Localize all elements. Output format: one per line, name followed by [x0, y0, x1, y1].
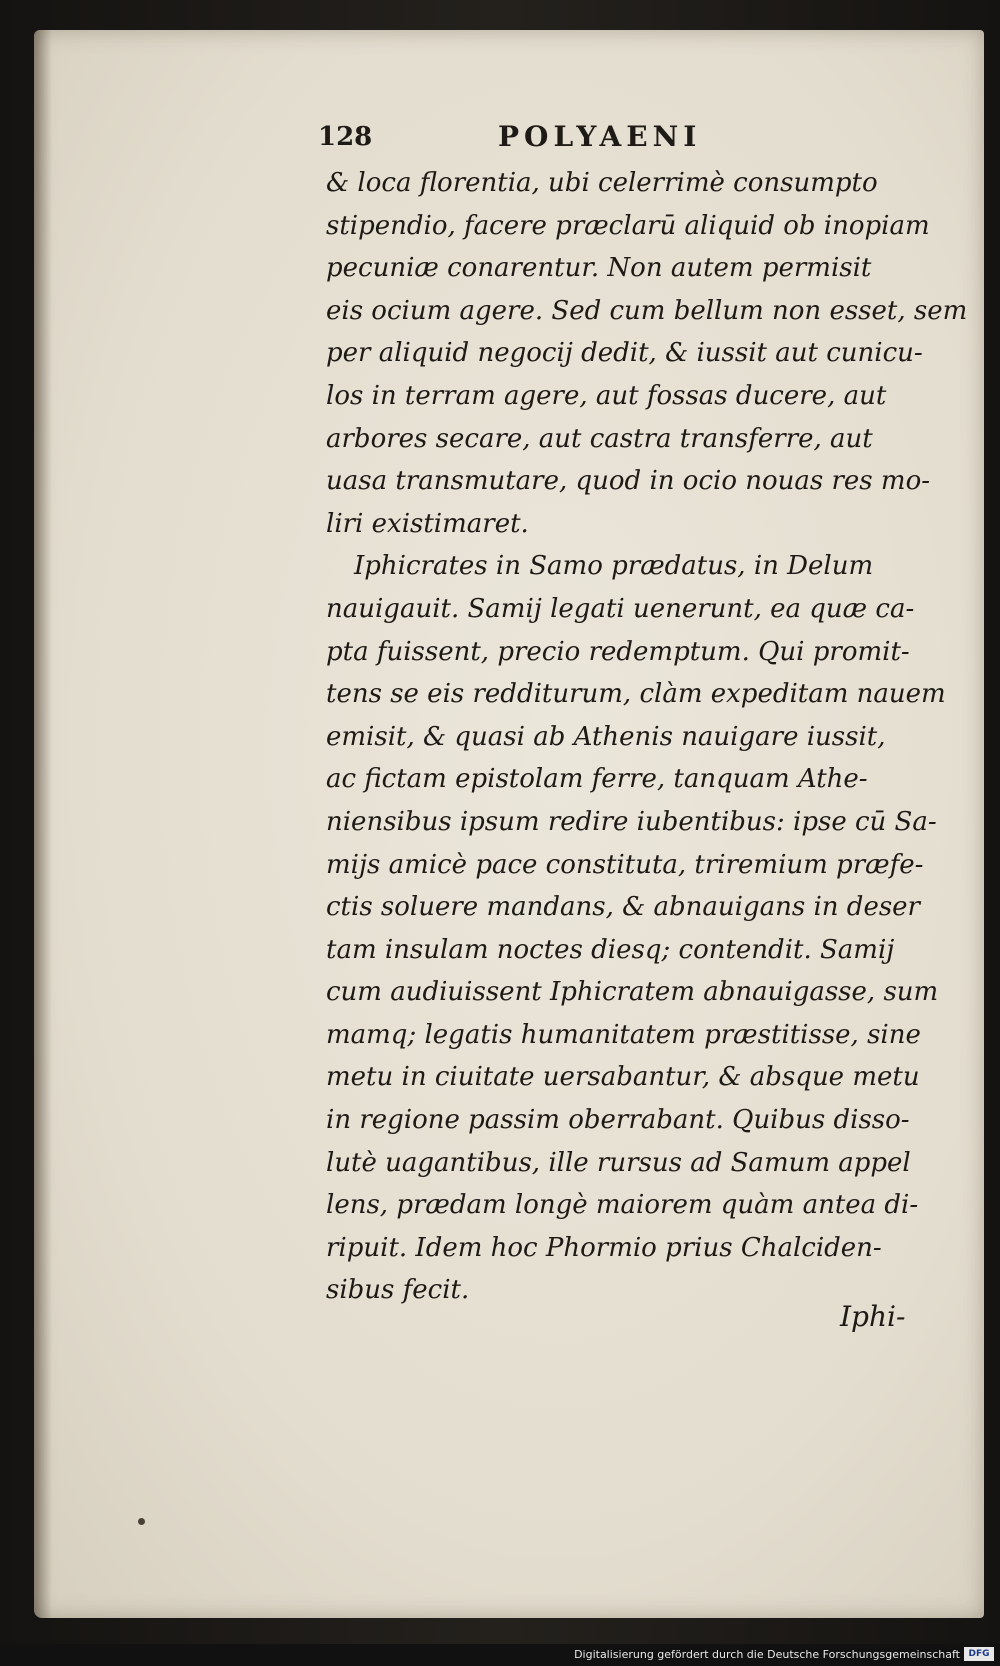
text-line: ctis soluere mandans, & abnauigans in deser: [326, 892, 920, 923]
text-line: pta fuissent, precio redemptum. Qui promit-: [326, 636, 910, 667]
text-line: tens se eis redditurum, clàm expeditam nauem: [326, 679, 946, 710]
footer-credit: Digitalisierung gefördert durch die Deutsche Forschungsgemeinschaft: [574, 1648, 960, 1661]
text-line: metu in ciuitate uersabantur, & absque metu: [326, 1062, 920, 1093]
text-line: liri existimaret.: [326, 508, 529, 539]
text-line: lens, prædam longè maiorem quàm antea di-: [326, 1190, 919, 1221]
dfg-logo: DFG: [964, 1647, 994, 1661]
text-line: niensibus ipsum redire iubentibus: ipse cū Sa-: [326, 806, 937, 837]
text-line: & loca florentia, ubi celerrimè consumpto: [326, 168, 878, 198]
text-line: ac fictam epistolam ferre, tanquam Athe-: [326, 764, 868, 795]
ink-spot: [138, 1518, 145, 1525]
text-line: eis ocium agere. Sed cum bellum non esset, sem: [326, 295, 968, 326]
text-line: ripuit. Idem hoc Phormio prius Chalciden-: [326, 1232, 882, 1263]
text-block: [326, 162, 968, 1312]
text-line: mijs amicè pace constituta, triremium præfe-: [326, 849, 924, 880]
page-number: 128: [318, 122, 373, 152]
catchword: Iphi-: [840, 1300, 906, 1333]
paragraph-start-line: Iphicrates in Samo prædatus, in Delum: [354, 551, 874, 582]
text-line: per aliquid negocij dedit, & iussit aut cunicu-: [326, 338, 923, 369]
text-line: in regione passim oberrabant. Quibus disso-: [326, 1105, 910, 1136]
text-line: cum audiuissent Iphicratem abnauigasse, sum: [326, 977, 939, 1008]
text-line: mamq; legatis humanitatem præstitisse, sine: [326, 1019, 921, 1050]
text-line: stipendio, facere præclarū aliquid ob inopiam: [326, 210, 930, 241]
text-line: tam insulam noctes diesq; contendit. Samij: [326, 934, 895, 965]
text-line: arbores secare, aut castra transferre, aut: [326, 423, 873, 454]
text-line: nauigauit. Samij legati uenerunt, ea quæ ca-: [326, 593, 915, 624]
running-head: POLYAENI: [498, 120, 702, 153]
text-line: sibus fecit.: [326, 1275, 470, 1306]
text-line: lutè uagantibus, ille rursus ad Samum appel: [326, 1147, 911, 1178]
text-line: pecuniæ conarentur. Non autem permisit: [326, 253, 872, 284]
text-line: uasa transmutare, quod in ocio nouas res mo-: [326, 466, 931, 497]
spine-shadow: [34, 30, 52, 1618]
text-line: los in terram agere, aut fossas ducere, aut: [326, 380, 887, 411]
page-header: [318, 120, 918, 160]
text-line: emisit, & quasi ab Athenis nauigare iussit,: [326, 721, 886, 752]
